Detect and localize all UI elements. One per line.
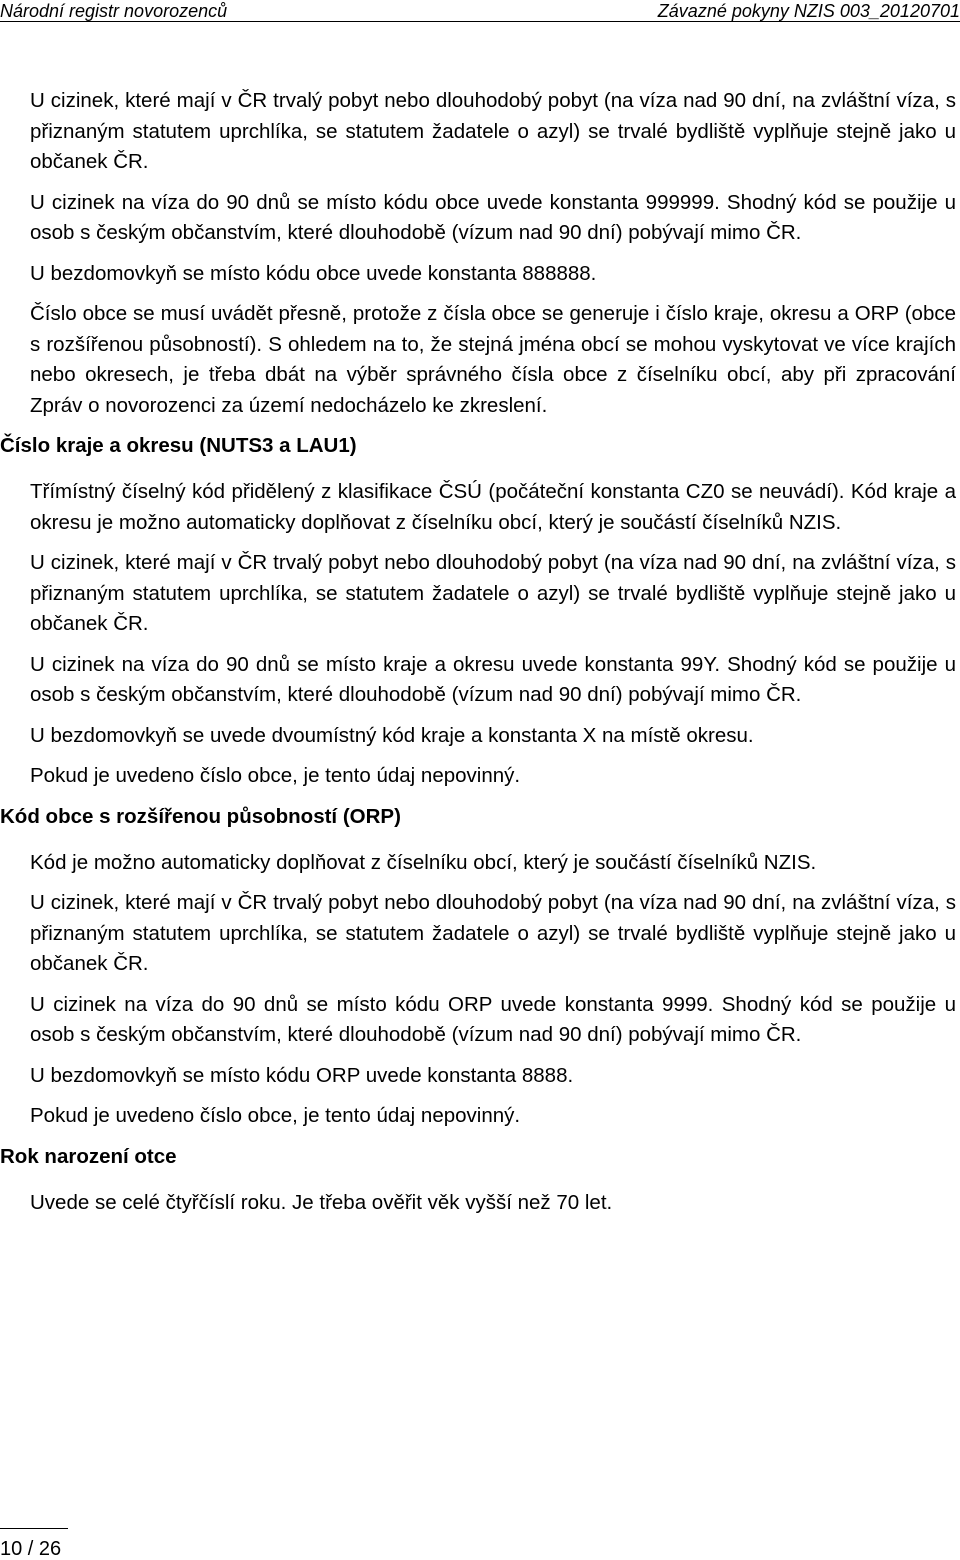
page-footer	[0, 1524, 960, 1559]
header-document-code: Závazné pokyny NZIS 003_20120701	[657, 1, 960, 21]
paragraph: Číslo obce se musí uvádět přesně, protože z čísla obce se generuje i číslo kraje, okresu a ORP (obce s rozšířenou působností). S ohledem na to, že stejná jména obcí se mohou vyskytovat ve více krajích nebo okresech, je třeba dbát na výběr správného čísla obce z číselníku obcí, aby při zpracování Zpráv o novorozenci za území nedocházelo ke zkreslení.	[30, 302, 956, 417]
paragraph: U cizinek na víza do 90 dnů se místo kraje a okresu uvede konstanta 99Y. Shodný kód se použije u osob s českým občanstvím, které dlouhodobě (vízum nad 90 dní) pobývají mimo ČR.	[30, 652, 956, 706]
paragraph: U cizinek na víza do 90 dnů se místo kódu ORP uvede konstanta 9999. Shodný kód se použije u osob s českým občanstvím, které dlouhodobě (vízum nad 90 dní) pobývají mimo ČR.	[30, 992, 956, 1046]
paragraph: U bezdomovkyň se uvede dvoumístný kód kraje a konstanta X na místě okresu.	[30, 723, 754, 747]
paragraph: U cizinek na víza do 90 dnů se místo kódu obce uvede konstanta 999999. Shodný kód se použije u osob s českým občanstvím, které dlouhodobě (vízum nad 90 dní) pobývají mimo ČR.	[30, 190, 956, 244]
paragraph: U cizinek, které mají v ČR trvalý pobyt nebo dlouhodobý pobyt (na víza nad 90 dní, na zvláštní víza, s přiznaným statutem uprchlíka, se statutem žadatele o azyl) se trvalé bydliště vyplňuje stejně jako u občanek ČR.	[30, 551, 956, 635]
section-heading-nuts3-lau1: Číslo kraje a okresu (NUTS3 a LAU1)	[0, 434, 357, 457]
header-document-title: Národní registr novorozenců	[0, 1, 228, 21]
section-heading-father-birth-year: Rok narození otce	[0, 1144, 177, 1168]
page-number: 10 / 26	[0, 1538, 62, 1560]
paragraph: Třímístný číselný kód přidělený z klasifikace ČSÚ (počáteční konstanta CZ0 se neuvádí). Kód kraje a okresu je možno automaticky doplňovat z číselníku obcí, který je součástí číselníků NZIS.	[30, 480, 956, 534]
footer-divider	[0, 1528, 68, 1529]
paragraph: Pokud je uvedeno číslo obce, je tento údaj nepovinný.	[30, 1104, 521, 1127]
page-header	[0, 0, 960, 22]
paragraph: U cizinek, které mají v ČR trvalý pobyt nebo dlouhodobý pobyt (na víza nad 90 dní, na zvláštní víza, s přiznaným statutem uprchlíka, se statutem žadatele o azyl) se trvalé bydliště vyplňuje stejně jako u občanek ČR.	[30, 89, 956, 173]
paragraph: U bezdomovkyň se místo kódu ORP uvede konstanta 8888.	[30, 1063, 574, 1087]
paragraph: U bezdomovkyň se místo kódu obce uvede konstanta 888888.	[30, 261, 597, 285]
paragraph: Kód je možno automaticky doplňovat z číselníku obcí, který je součástí číselníků NZIS.	[30, 850, 817, 874]
paragraph: Pokud je uvedeno číslo obce, je tento údaj nepovinný.	[30, 764, 521, 787]
section-heading-orp: Kód obce s rozšířenou působností (ORP)	[0, 804, 401, 828]
paragraph: U cizinek, které mají v ČR trvalý pobyt nebo dlouhodobý pobyt (na víza nad 90 dní, na zvláštní víza, s přiznaným statutem uprchlíka, se statutem žadatele o azyl) se trvalé bydliště vyplňuje stejně jako u občanek ČR.	[30, 891, 956, 975]
paragraph: Uvede se celé čtyřčíslí roku. Je třeba ověřit věk vyšší než 70 let.	[30, 1190, 613, 1214]
document-body	[0, 86, 960, 1228]
